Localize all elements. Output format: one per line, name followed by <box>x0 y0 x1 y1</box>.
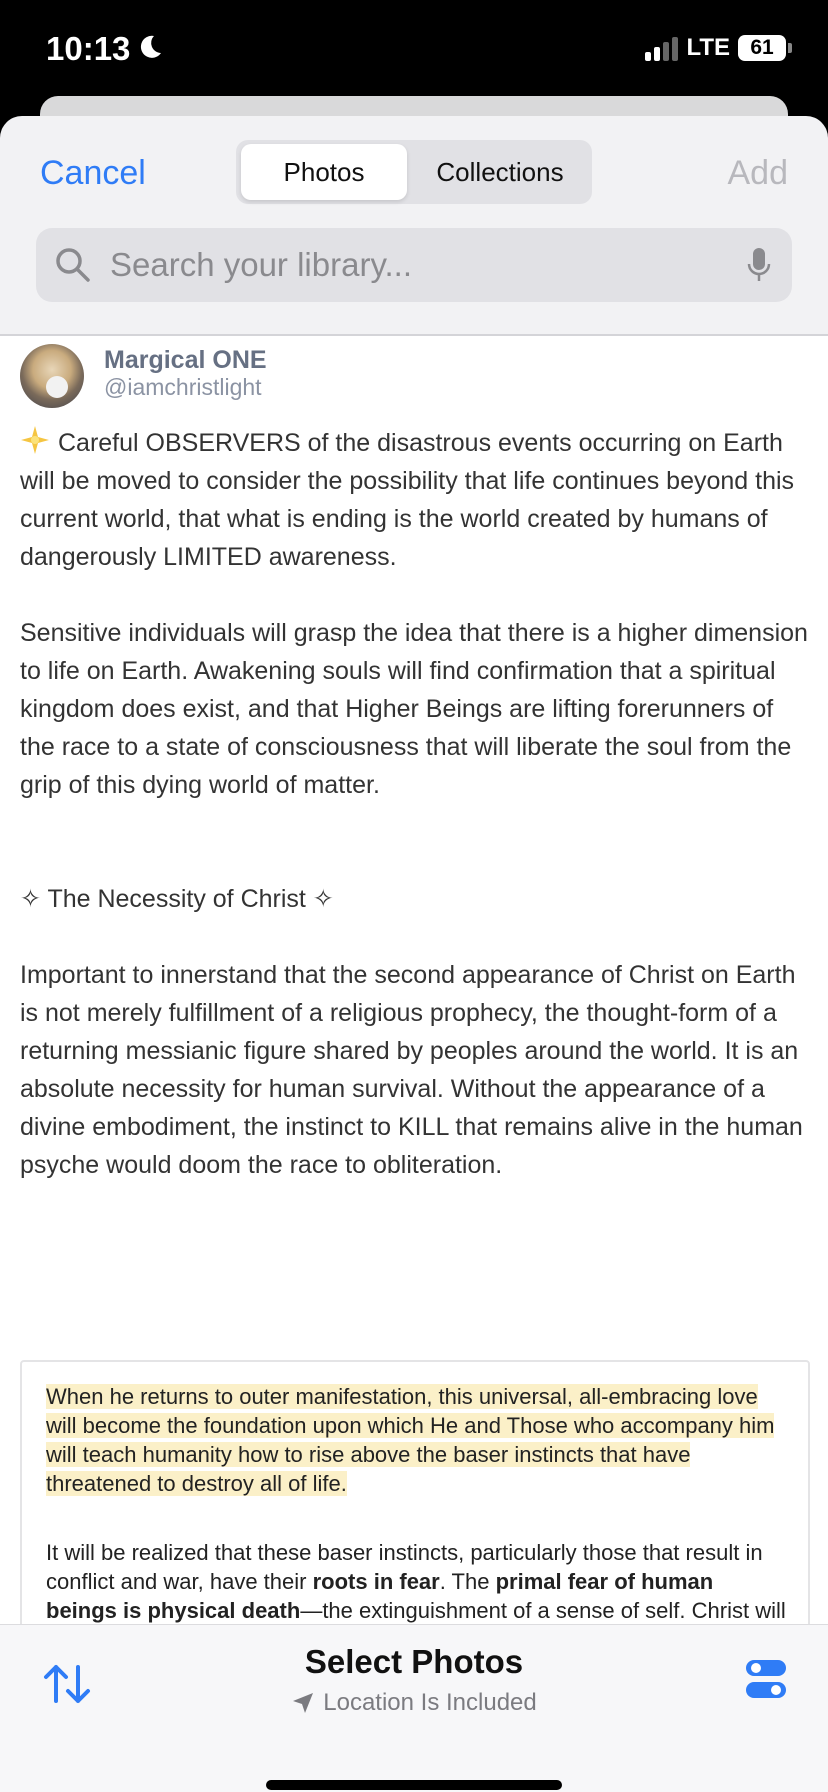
add-button[interactable]: Add <box>727 154 788 192</box>
quote-paragraph-1 <box>46 1382 782 1498</box>
photo-preview[interactable] <box>0 336 828 1624</box>
location-arrow-icon <box>291 1691 315 1715</box>
photo-picker-sheet <box>0 116 828 1792</box>
search-input[interactable]: Search your library... <box>110 246 412 283</box>
post-paragraph-1-text: Careful OBSERVERS of the disastrous events occurring on Earth will be moved to consider the possibility that life continues beyond this current world, that what is ending is the world created by humans of dangerously LIMITED awareness. <box>20 429 795 571</box>
quote-bold: primal fear of human beings is physical death <box>46 1569 714 1623</box>
microphone-icon[interactable] <box>746 246 772 284</box>
tab-collections[interactable]: Collections <box>436 156 564 187</box>
search-icon <box>54 246 92 284</box>
avatar <box>20 344 84 408</box>
post-paragraph-3: Important to innerstand that the second appearance of Christ on Earth is not merely fulfillment of a religious prophecy, the thought-form of a returning messianic figure shared by peoples around the world. It is an absolute necessity for human survival. Without the appearance of a divine embodiment, the instinct to KILL that remains alive in the human psyche would doom the race to obliteration. <box>20 961 803 1179</box>
status-time: 10:13 <box>46 30 131 67</box>
cancel-button[interactable]: Cancel <box>40 154 146 192</box>
quote-highlight-1: When he returns to outer manifestation, this universal, all-embracing love will become the foundation upon which He and Those who accompany him will teach humanity how to rise above the baser instincts that have threatened to destroy all of life. <box>46 1384 775 1496</box>
bottom-toolbar <box>0 1624 828 1792</box>
location-label: Location Is Included <box>323 1689 537 1716</box>
tab-photos[interactable]: Photos <box>241 144 407 200</box>
quote-text: —the extinguishment of a sense of self. Christ will <box>300 1598 786 1623</box>
status-bar <box>0 0 828 110</box>
battery-icon: 61 <box>738 35 786 61</box>
options-toggle-icon[interactable] <box>744 1657 788 1701</box>
signal-icon <box>645 35 678 61</box>
quote-paragraph-2 <box>46 1538 786 1624</box>
status-right <box>645 34 792 62</box>
author-handle: @iamchristlight <box>104 374 262 400</box>
moon-icon <box>136 33 164 61</box>
home-indicator <box>266 1780 562 1790</box>
source-segmented-control <box>236 140 592 204</box>
location-info[interactable] <box>0 1689 828 1717</box>
quote-text: It will be realized that these baser instincts, particularly those that result in conflict and war, have their <box>46 1540 763 1594</box>
sparkle-icon <box>20 425 50 455</box>
author-name: Margical ONE <box>104 346 267 374</box>
select-photos-title: Select Photos <box>304 1643 524 1680</box>
battery-tip <box>788 43 792 53</box>
quote-text: . The <box>439 1569 496 1594</box>
post-paragraph-2: Sensitive individuals will grasp the idea that there is a higher dimension to life on Earth. Awakening souls will find confirmation that a spiritual kingdom does exist, and that Higher Beings are lifting forerunners of the race to a state of consciousness that will liberate the soul from the grip of this dying world of matter. <box>20 619 808 799</box>
quote-bold: roots in fear <box>312 1569 440 1594</box>
section-heading: ✧ The Necessity of Christ ✧ <box>20 885 334 913</box>
search-bar[interactable] <box>36 228 792 302</box>
post-paragraph-1 <box>20 424 810 576</box>
quote-box <box>20 1360 810 1624</box>
network-label: LTE <box>686 34 730 61</box>
